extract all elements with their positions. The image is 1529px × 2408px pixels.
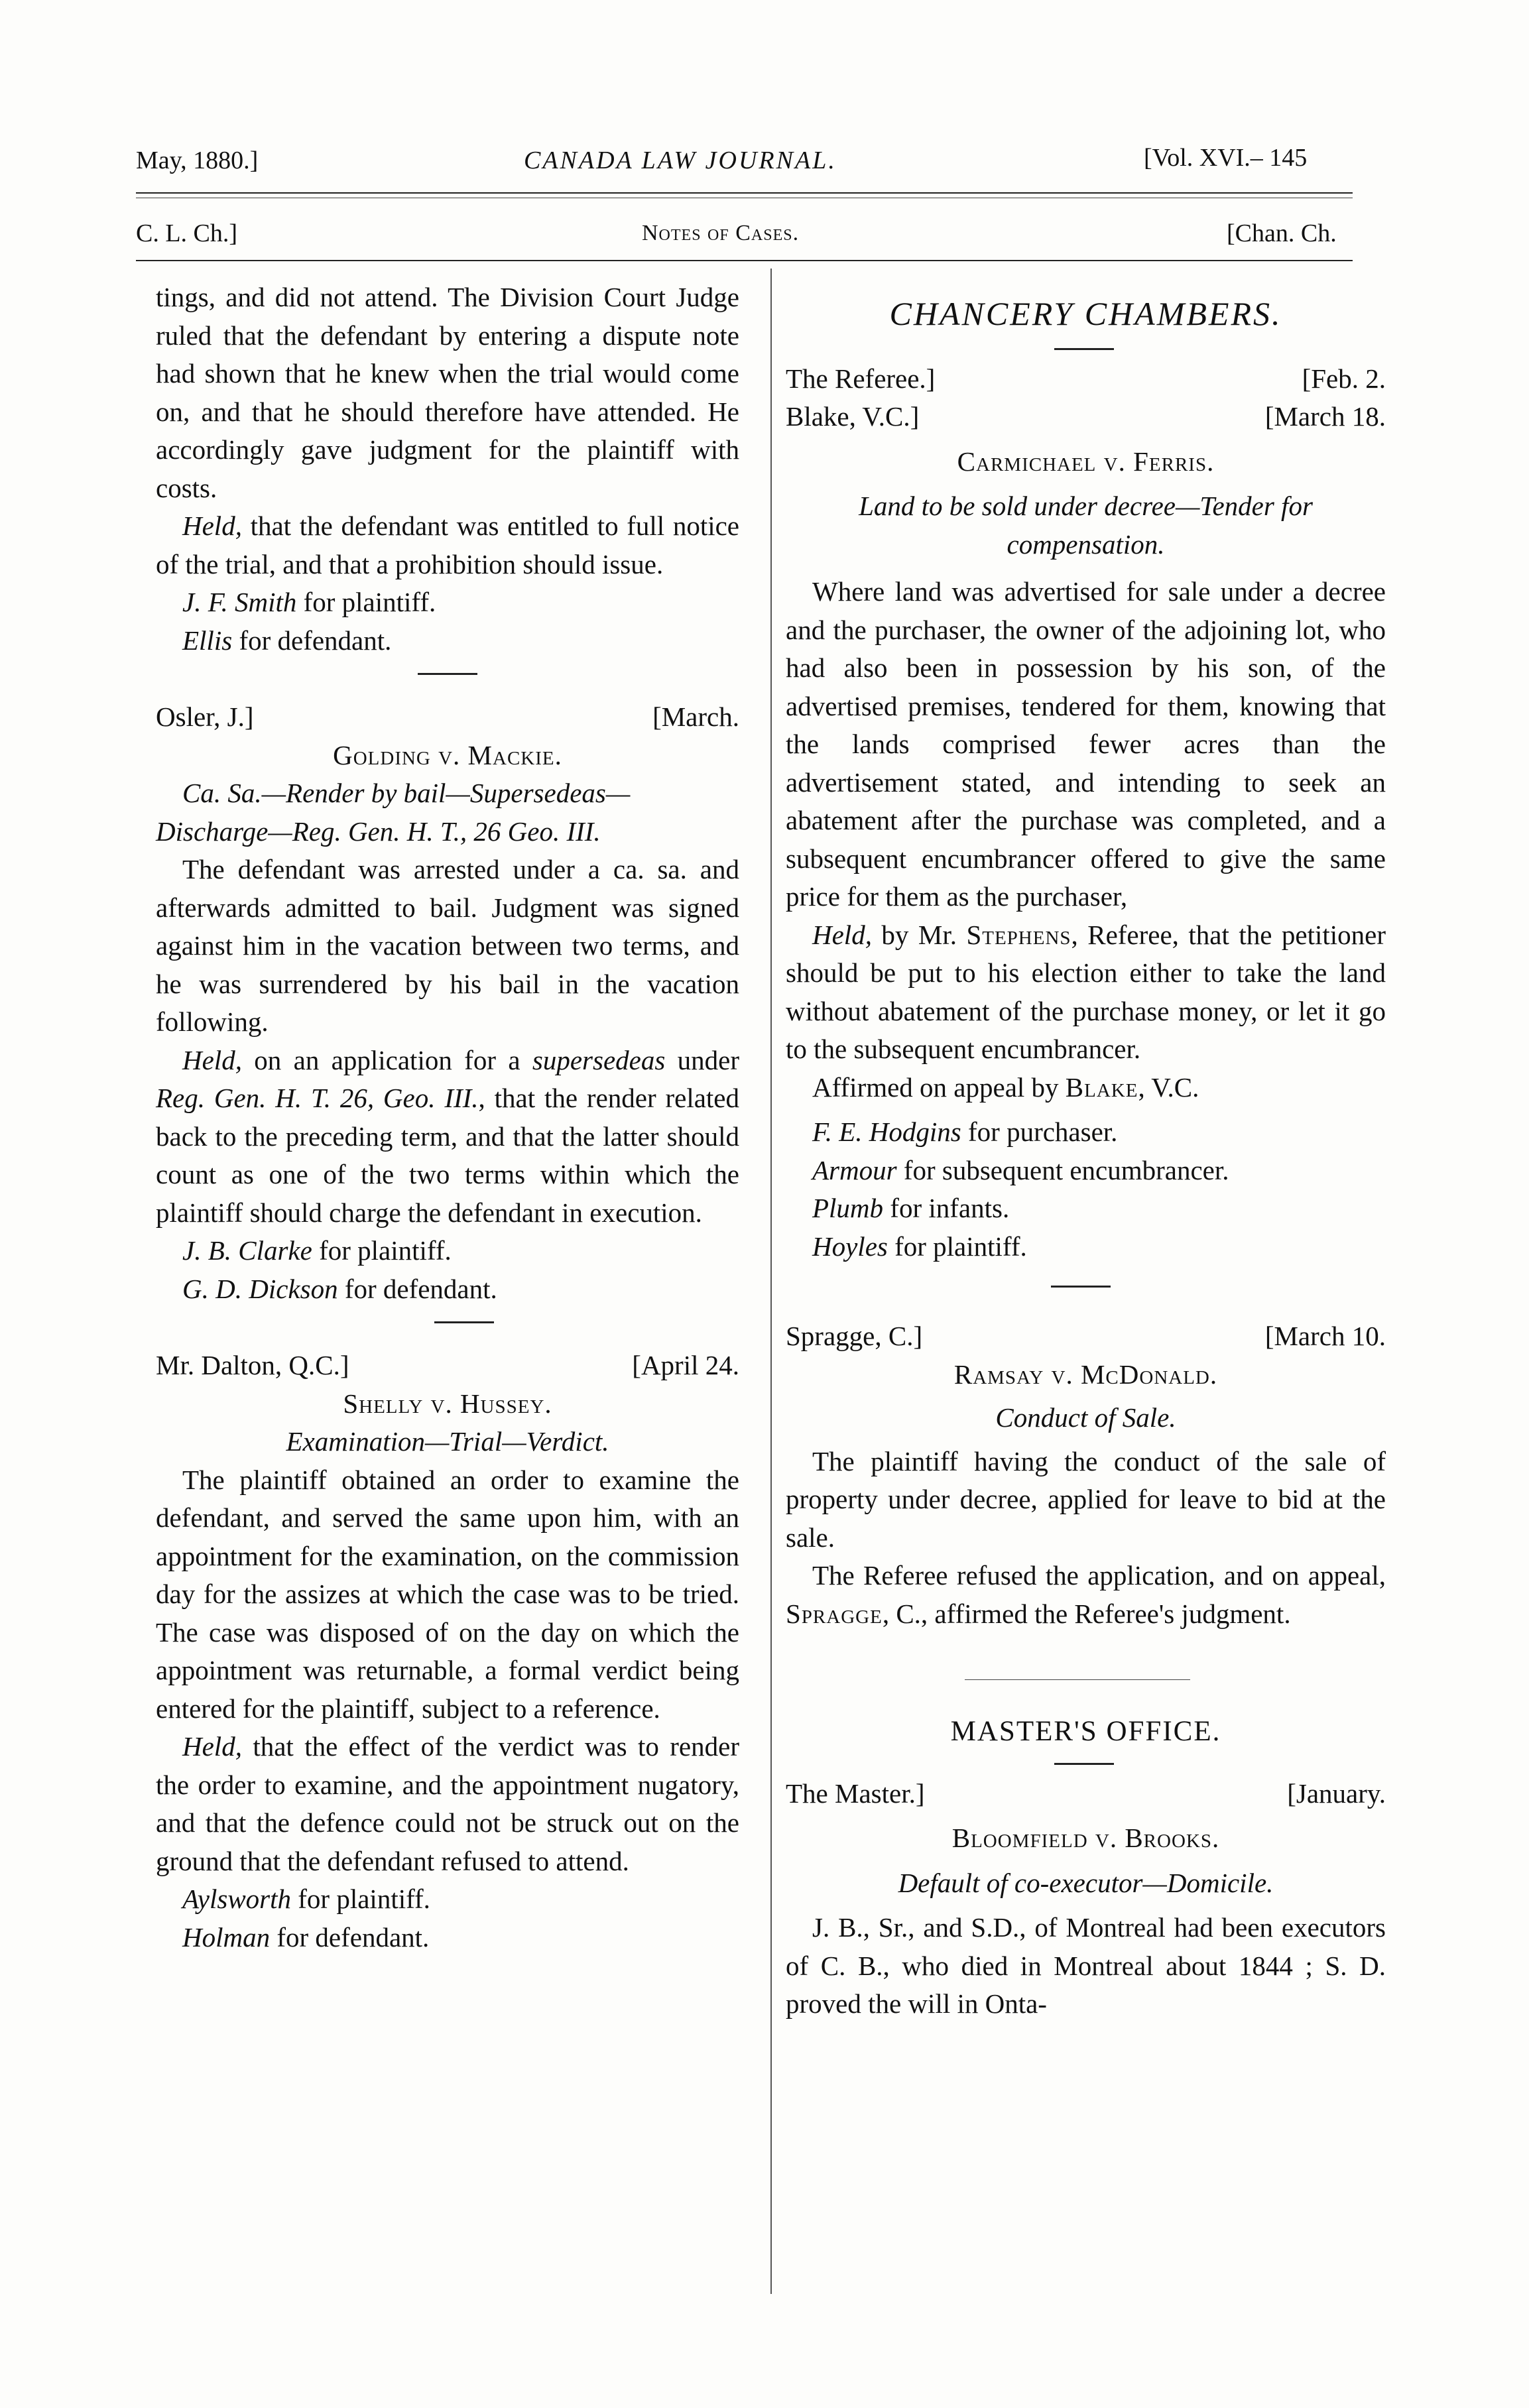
- counsel-role: for plaintiff.: [291, 1884, 430, 1914]
- counsel-name: J. F. Smith: [182, 587, 297, 617]
- judge-line: [786, 398, 1386, 436]
- holding-text: on an application for a: [241, 1044, 532, 1075]
- held-label: Held,: [182, 511, 242, 541]
- section-separator: [1054, 348, 1114, 350]
- holding-text: that the effect of the verdict was to render the order to examine, and the appointment nugatory, and that the defence could not be struck out on the ground that the defendant refused to attend.: [156, 1731, 739, 1876]
- counsel-role: for defendant.: [270, 1921, 430, 1953]
- counsel-line: [786, 1152, 1386, 1190]
- holding-text: , that the render related back to the preceding term, and that the latter should count as one of the two terms within which the plaintiff should charge the defendant in execution.: [156, 1083, 739, 1228]
- case-headnote: Examination—Trial—Verdict.: [286, 1426, 609, 1457]
- counsel-line: [786, 1189, 1386, 1228]
- counsel-name: Aylsworth: [182, 1884, 292, 1914]
- held-label: Held,: [182, 1731, 242, 1762]
- left-tag: C. L. Ch.]: [136, 219, 238, 247]
- counsel-name: F. E. Hodgins: [812, 1116, 961, 1147]
- counsel-line: [156, 1880, 739, 1919]
- counsel-name: Hoyles: [812, 1231, 888, 1262]
- column-divider: [770, 269, 772, 2294]
- counsel-role: for defendant.: [232, 625, 392, 656]
- holding-text: , Referee, that the petitioner should be put to his election either to take the land without abatement of the purchase money, or let it go to the subsequent encumbrancer.: [786, 919, 1386, 1064]
- holding-text: that the defendant was entitled to full notice of the trial, and that a prohibition should issue.: [156, 511, 739, 579]
- holding-text: by Mr.: [871, 919, 967, 950]
- judge-name: The Master.]: [786, 1777, 925, 1809]
- case-title: Ramsay v. McDonald.: [953, 1358, 1218, 1390]
- holding-paragraph: [786, 916, 1386, 1069]
- counsel-name: Ellis: [182, 625, 233, 656]
- counsel-line: [786, 1113, 1386, 1152]
- appeal-text: , V.C.: [1138, 1071, 1199, 1103]
- judge-name: Osler, J.]: [156, 701, 254, 732]
- counsel-line: [156, 622, 739, 660]
- appeal-text: Affirmed on appeal by: [812, 1071, 1066, 1103]
- decision-date: [January.: [1287, 1777, 1386, 1809]
- decision-text: , C., affirmed the Referee's judgment.: [882, 1598, 1291, 1629]
- decision-text: The Referee refused the application, and on appeal,: [812, 1560, 1386, 1591]
- held-label: Held,: [182, 1044, 242, 1075]
- case-separator: [1051, 1286, 1111, 1288]
- header-rule-bottom: [136, 260, 1353, 261]
- counsel-role: for defendant.: [337, 1273, 497, 1304]
- counsel-role: for subsequent encumbrancer.: [896, 1154, 1229, 1185]
- case-facts: Where land was advertised for sale under a decree and the purchaser, the owner of the adjoining lot, who had also been in possession by his son, of the advertised premises, tendered for them, knowing that the lands comprised fewer acres than the advertisement stated, and intending to seek an abatement after the purchase was completed, and a subsequent encumbrancer offered to give the same price for them as the purchaser,: [786, 576, 1386, 912]
- section-title: MASTER'S OFFICE.: [950, 1716, 1221, 1747]
- counsel-role: for purchaser.: [961, 1116, 1118, 1147]
- holding-citation: Reg. Gen. H. T. 26, Geo. III.: [156, 1083, 479, 1113]
- counsel-line: [786, 1228, 1386, 1266]
- judge-name: Blake, V.C.]: [786, 401, 920, 432]
- case-headnote: Conduct of Sale.: [995, 1402, 1176, 1433]
- counsel-line: [156, 583, 739, 622]
- decision-date: [Feb. 2.: [1302, 363, 1386, 394]
- case-facts: J. B., Sr., and S.D., of Montreal had been executors of C. B., who died in Montreal about 1844 ; S. D. proved the will in Onta-: [786, 1912, 1386, 2019]
- counsel-line: [156, 1919, 739, 1957]
- case-title: Bloomfield v. Brooks.: [951, 1823, 1220, 1853]
- judge-line: [156, 1347, 739, 1385]
- case-decision: [786, 1557, 1386, 1633]
- case-title: Shelly v. Hussey.: [343, 1388, 552, 1419]
- section-heading: Notes of Cases.: [642, 221, 800, 245]
- section-rule: [965, 1679, 1190, 1680]
- judge-name: The Referee.]: [786, 363, 936, 394]
- case-headnote: Default of co-executor—Domicile.: [898, 1867, 1274, 1898]
- holding-text: under: [665, 1044, 739, 1075]
- counsel-line: [156, 1232, 739, 1270]
- holding-paragraph: [156, 507, 739, 583]
- counsel-role: for plaintiff.: [312, 1235, 452, 1266]
- counsel-role: for plaintiff.: [296, 587, 436, 617]
- header-date: May, 1880.]: [136, 147, 259, 174]
- counsel-role: for plaintiff.: [887, 1231, 1027, 1262]
- decision-date: [April 24.: [632, 1350, 739, 1380]
- counsel-name: Holman: [182, 1921, 271, 1953]
- volume-page: [Vol. XVI.– 145: [1144, 144, 1308, 172]
- journal-title: CANADA LAW JOURNAL.: [524, 147, 837, 174]
- header-rule-top: [136, 192, 1353, 194]
- case-separator: [418, 673, 477, 675]
- case-title: Golding v. Mackie.: [333, 739, 562, 770]
- case-facts: The plaintiff obtained an order to examine the defendant, and served the same upon him, with an appointment for the examination, on the commission day for the assizes at which the case was to be tried. The case was disposed of on the day on which the appointment was returnable, a formal verdict being entered for the plaintiff, subject to a reference.: [156, 1464, 739, 1724]
- judge-line: [786, 1775, 1386, 1813]
- counsel-name: Plumb: [812, 1193, 884, 1223]
- judge-line: [156, 698, 739, 737]
- referee-name: Stephens: [966, 919, 1071, 950]
- counsel-role: for infants.: [883, 1193, 1010, 1223]
- counsel-name: Armour: [812, 1154, 897, 1185]
- judge-name: Blake: [1065, 1071, 1138, 1103]
- counsel-line: [156, 1270, 739, 1309]
- judge-name: Mr. Dalton, Q.C.]: [156, 1350, 349, 1380]
- decision-date: [March 10.: [1264, 1321, 1386, 1351]
- case-headnote: Land to be sold under decree—Tender for compensation.: [859, 491, 1313, 560]
- counsel-name: J. B. Clarke: [182, 1235, 312, 1266]
- holding-paragraph: [156, 1728, 739, 1880]
- case-headnote: Ca. Sa.—Render by bail—Supersedeas—Discharge—Reg. Gen. H. T., 26 Geo. III.: [156, 778, 631, 847]
- appeal-line: [786, 1069, 1386, 1107]
- case-continuation: tings, and did not attend. The Division Court Judge ruled that the defendant by entering a dispute note had shown that he knew when the trial would come on, and that he should therefore have attended. He accordingly gave judgment for the plaintiff with costs.: [156, 282, 739, 503]
- held-label: Held,: [812, 919, 872, 950]
- judge-name: Spragge, C.]: [786, 1321, 923, 1351]
- judge-line: [786, 360, 1386, 398]
- right-tag: [Chan. Ch.: [1227, 219, 1337, 247]
- decision-date: [March.: [652, 701, 739, 732]
- case-title: Carmichael v. Ferris.: [957, 446, 1215, 477]
- judge-name: Spragge: [786, 1598, 883, 1629]
- section-title: CHANCERY CHAMBERS.: [889, 295, 1282, 332]
- left-column: [156, 278, 739, 1957]
- holding-paragraph: [156, 1042, 739, 1233]
- counsel-name: G. D. Dickson: [182, 1273, 338, 1304]
- section-separator: [1054, 1763, 1114, 1765]
- judge-line: [786, 1317, 1386, 1356]
- case-facts: The plaintiff having the conduct of the sale of property under decree, applied for leave to bid at the sale.: [786, 1445, 1386, 1553]
- case-separator: [434, 1321, 494, 1323]
- right-column: [786, 295, 1386, 2023]
- holding-term: supersedeas: [532, 1044, 666, 1075]
- decision-date: [March 18.: [1264, 401, 1386, 432]
- case-facts: The defendant was arrested under a ca. sa. and afterwards admitted to bail. Judgment was signed against him in the vacation between two terms, and he was surrendered by his bail in the vacation following.: [156, 854, 739, 1037]
